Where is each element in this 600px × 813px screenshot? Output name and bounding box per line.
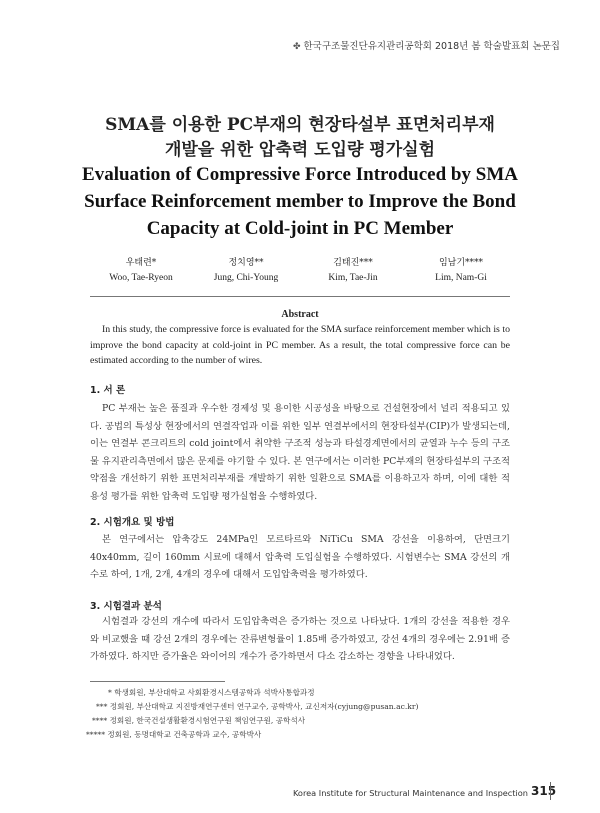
english-title-line-3: Capacity at Cold-joint in PC Member [146,218,454,239]
section-1-heading: 1. 서 론 [90,385,126,396]
author-name-ko: 정치영** [228,258,264,268]
section-2-heading: 2. 시험개요 및 방법 [90,517,175,528]
section-3-text: 시험결과 강선의 개수에 따라서 도입압축력은 증가하는 것으로 나타났다. 1개의 강선을 적용한 경우와 비교했을 때 강선 2개의 경우에는 잔류변형률이 1.85배 증가하였고, 강선 4개의 경우에는 2.91배 증가하였다. 하지만 증가율은 와이어의 개수가 증가하면서 다소 감소하는 경향을 나타내었다. [90,616,510,662]
author-3 [293,256,413,286]
author-2 [186,256,306,286]
abstract-heading: Abstract [281,309,319,320]
author-1 [81,256,201,286]
ornament-icon: ✤ [292,42,301,52]
running-header [293,38,560,52]
author-name-en: Lim, Nam-Gi [435,273,487,283]
page-number-divider [550,782,551,800]
korean-title-line-1: SMA를 이용한 PC부재의 현장타설부 표면처리부재 [105,115,495,135]
section-1-text: PC 부재는 높은 품질과 우수한 경제성 및 용이한 시공성을 바탕으로 건설현장에서 널리 적용되고 있다. 공법의 특성상 현장에서의 연결작업과 이를 위한 일부 연결부에서의 현장타설부(CIP)가 발생되는데, 이는 연결부 콘크리트의 cold joint에서 취약한 구조적 성능과 타설경계면에서의 균열과 누수 등의 구조물 유지관리측면에서 많은 문제를 야기할 수 있다. 본 연구에서는 이러한 PC부재의 현장타설부의 구조적 약점을 개선하기 위한 표면처리부재를 개발하기 위한 일환으로 SMA를 이용하고자 하며, 이에 대한 적용성 평가를 위한 압축력 도입량 평가실험을 수행하였다. [90,403,510,502]
footnote-1: * 학생회원, 부산대학교 사회환경시스템공학과 석박사통합과정 [108,688,315,697]
page-number: 315 [531,784,557,798]
footnote-divider [90,681,225,682]
author-4 [401,256,521,286]
english-title-line-2: Surface Reinforcement member to Improve the Bond [84,191,516,212]
author-name-ko: 임남기**** [438,258,484,268]
author-name-en: Woo, Tae-Ryeon [109,273,173,283]
author-name-en: Jung, Chi-Young [213,273,279,283]
section-2-text: 본 연구에서는 압축강도 24MPa인 모르타르와 NiTiCu SMA 강선을 이용하여, 단면크기 40x40mm, 길이 160mm 시료에 대해서 압축력 도입실험을 수행하였다. 시험변수는 SMA 강선의 개수로 하여, 1개, 2개, 4개의 경우에 대해서 도입압축력을 평가하였다. [90,534,510,580]
english-title-line-1: Evaluation of Compressive Force Introduced by SMA [82,164,518,185]
author-name-en: Kim, Tae-Jin [328,273,378,283]
author-name-ko: 우태련* [125,258,157,268]
korean-title-line-2: 개발을 위한 압축력 도입량 평가실험 [164,140,435,160]
footnote-4: ***** 정회원, 동명대학교 건축공학과 교수, 공학박사 [86,730,262,739]
footnote-3: **** 정회원, 한국건설생활환경시험연구원 책임연구원, 공학석사 [92,716,306,725]
footer-journal-name: Korea Institute for Structural Maintenance and Inspection [292,788,528,798]
section-3-heading: 3. 시험결과 분석 [90,601,162,612]
abstract-divider [90,296,510,297]
author-name-ko: 김태진*** [333,258,373,268]
abstract-text: In this study, the compressive force is evaluated for the SMA surface reinforcement member which is to improve the bond capacity at cold-joint in PC member. As a result, the total compressive force can be estimated according to the number of wires. [90,324,510,366]
footnote-2: *** 정회원, 부산대학교 지진방재연구센터 연구교수, 공학박사, 교신저자(cyjung@pusan.ac.kr) [96,702,419,711]
running-header-text: 한국구조물진단유지관리공학회 2018년 봄 학술발표회 논문집 [303,41,560,52]
